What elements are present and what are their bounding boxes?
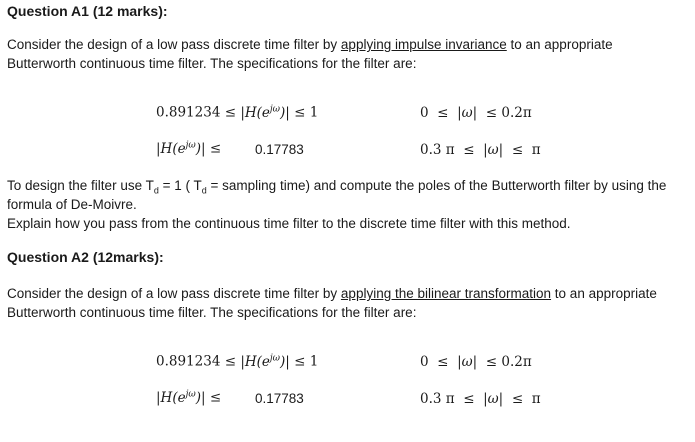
question-a2-label: Question A2: [7, 249, 89, 265]
a2-spec2-magnitude: $|H(e^{j\omega})|$ ≤: [156, 389, 222, 406]
a2-spec2-frequency: 0.3 π ≤ |ω| ≤ π: [420, 391, 541, 407]
a1-spec2-value: 0.17783: [255, 142, 304, 157]
intro-text: Consider the design of a low pass discrete time filter by: [7, 286, 341, 301]
a2-spec2-value: 0.17783: [255, 391, 304, 406]
a2-spec1-magnitude: $0.891234 \le |H(e^{j\omega})| \le 1$: [156, 353, 319, 370]
question-a1-label: Question A1: [7, 3, 89, 19]
question-a1-intro-line2: Butterworth continuous time filter. The specifications for the filter are:: [7, 56, 417, 71]
a2-spec1-frequency: 0 ≤ |ω| ≤ 0.2π: [420, 354, 532, 370]
question-a1-instructions-line3: Explain how you pass from the continuous time filter to the discrete time filter with this method.: [7, 216, 571, 231]
a1-spec2-magnitude: $|H(e^{j\omega})|$ ≤: [156, 140, 222, 157]
question-a2-marks: (12marks):: [88, 249, 164, 265]
intro-text: Consider the design of a low pass discrete time filter by: [7, 37, 341, 52]
question-a1-instructions-line2: formula of De-Moivre.: [7, 197, 137, 212]
impulse-invariance-underlined: applying impulse invariance: [340, 37, 507, 52]
intro-text-end: to an appropriate: [551, 286, 657, 301]
question-a1-intro-line1: [7, 35, 613, 54]
question-a2-intro-line2: Butterworth continuous time filter. The specifications for the filter are:: [7, 305, 417, 320]
bilinear-transformation-underlined: applying the bilinear transformation: [340, 286, 552, 301]
question-a1-title: [7, 3, 168, 19]
question-a2-title: [7, 249, 164, 265]
a1-spec2-frequency: 0.3 π ≤ |ω| ≤ π: [420, 142, 541, 158]
a1-spec1-magnitude: $0.891234 \le |H(e^{j\omega})| \le 1$: [156, 104, 319, 121]
intro-text-end: to an appropriate: [506, 37, 613, 52]
question-a1-instructions-line1: To design the filter use $T_d = 1$ ( $T_d$ = sampling time) and compute the poles of the Butterworth filter by using the: [7, 178, 667, 196]
a1-spec1-frequency: 0 ≤ |ω| ≤ 0.2π: [420, 105, 532, 121]
question-a2-intro-line1: [7, 284, 657, 303]
question-a1-marks: (12 marks):: [88, 3, 168, 19]
